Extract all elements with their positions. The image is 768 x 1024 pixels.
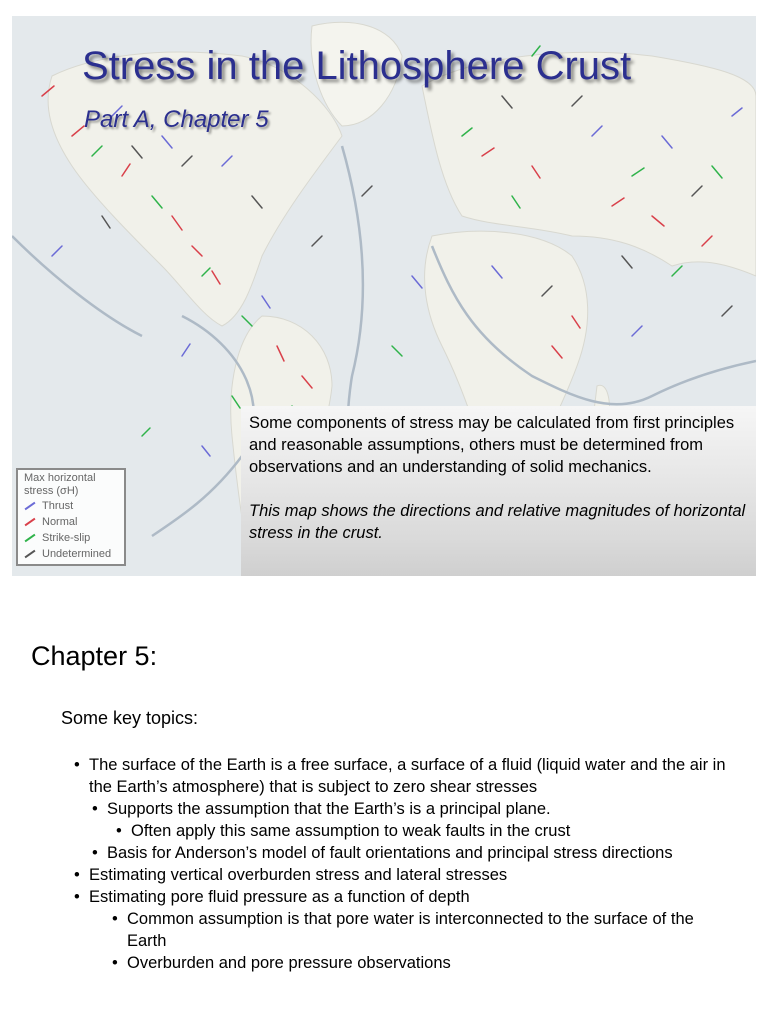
- legend-item-strike-slip: [24, 530, 118, 546]
- slide-title: Stress in the Lithosphere Crust: [82, 44, 632, 88]
- legend-label: Thrust: [42, 500, 74, 512]
- legend-title-line2: stress (σH): [24, 485, 79, 497]
- undetermined-swatch-icon: [25, 550, 36, 559]
- slide-description: Some components of stress may be calculated from first principles and reasonable assumptions, others must be determined from observations and an understanding of solid mechanics.: [249, 414, 735, 476]
- legend-title-line1: Max horizontal: [24, 472, 96, 484]
- slide-panel: [12, 16, 756, 576]
- topic-item: • The surface of the Earth is a free surface, a surface of a fluid (liquid water and the air in the Earth’s atmosphere) that is subject to zero shear stresses: [89, 754, 729, 798]
- map-legend: [16, 468, 126, 566]
- topic-item: • Estimating pore fluid pressure as a function of depth: [89, 886, 729, 908]
- topic-item: • Often apply this same assumption to weak faults in the crust: [131, 820, 731, 842]
- legend-label: Normal: [42, 516, 78, 528]
- topic-item: • Estimating vertical overburden stress and lateral stresses: [89, 864, 729, 886]
- key-topics-label: Some key topics:: [61, 708, 199, 728]
- strike-slip-swatch-icon: [25, 534, 36, 543]
- topic-item: • Supports the assumption that the Earth’s is a principal plane.: [107, 798, 727, 820]
- info-box: [241, 406, 756, 576]
- chapter-heading: Chapter 5:: [31, 641, 158, 671]
- legend-item-thrust: [24, 498, 118, 514]
- thrust-swatch-icon: [25, 502, 36, 511]
- normal-swatch-icon: [25, 518, 36, 527]
- topic-item: • Overburden and pore pressure observations: [127, 952, 727, 974]
- map-note: This map shows the directions and relative magnitudes of horizontal stress in the crust.: [249, 502, 746, 542]
- topic-item: • Common assumption is that pore water is interconnected to the surface of the Earth: [127, 908, 727, 952]
- legend-item-undetermined: [24, 546, 118, 562]
- legend-label: Undetermined: [42, 548, 112, 560]
- legend-label: Strike-slip: [42, 532, 91, 544]
- slide-subtitle: Part A, Chapter 5: [84, 106, 269, 133]
- topics-list: [0, 754, 768, 974]
- topic-item: • Basis for Anderson’s model of fault orientations and principal stress directions: [107, 842, 727, 864]
- legend-item-normal: [24, 514, 118, 530]
